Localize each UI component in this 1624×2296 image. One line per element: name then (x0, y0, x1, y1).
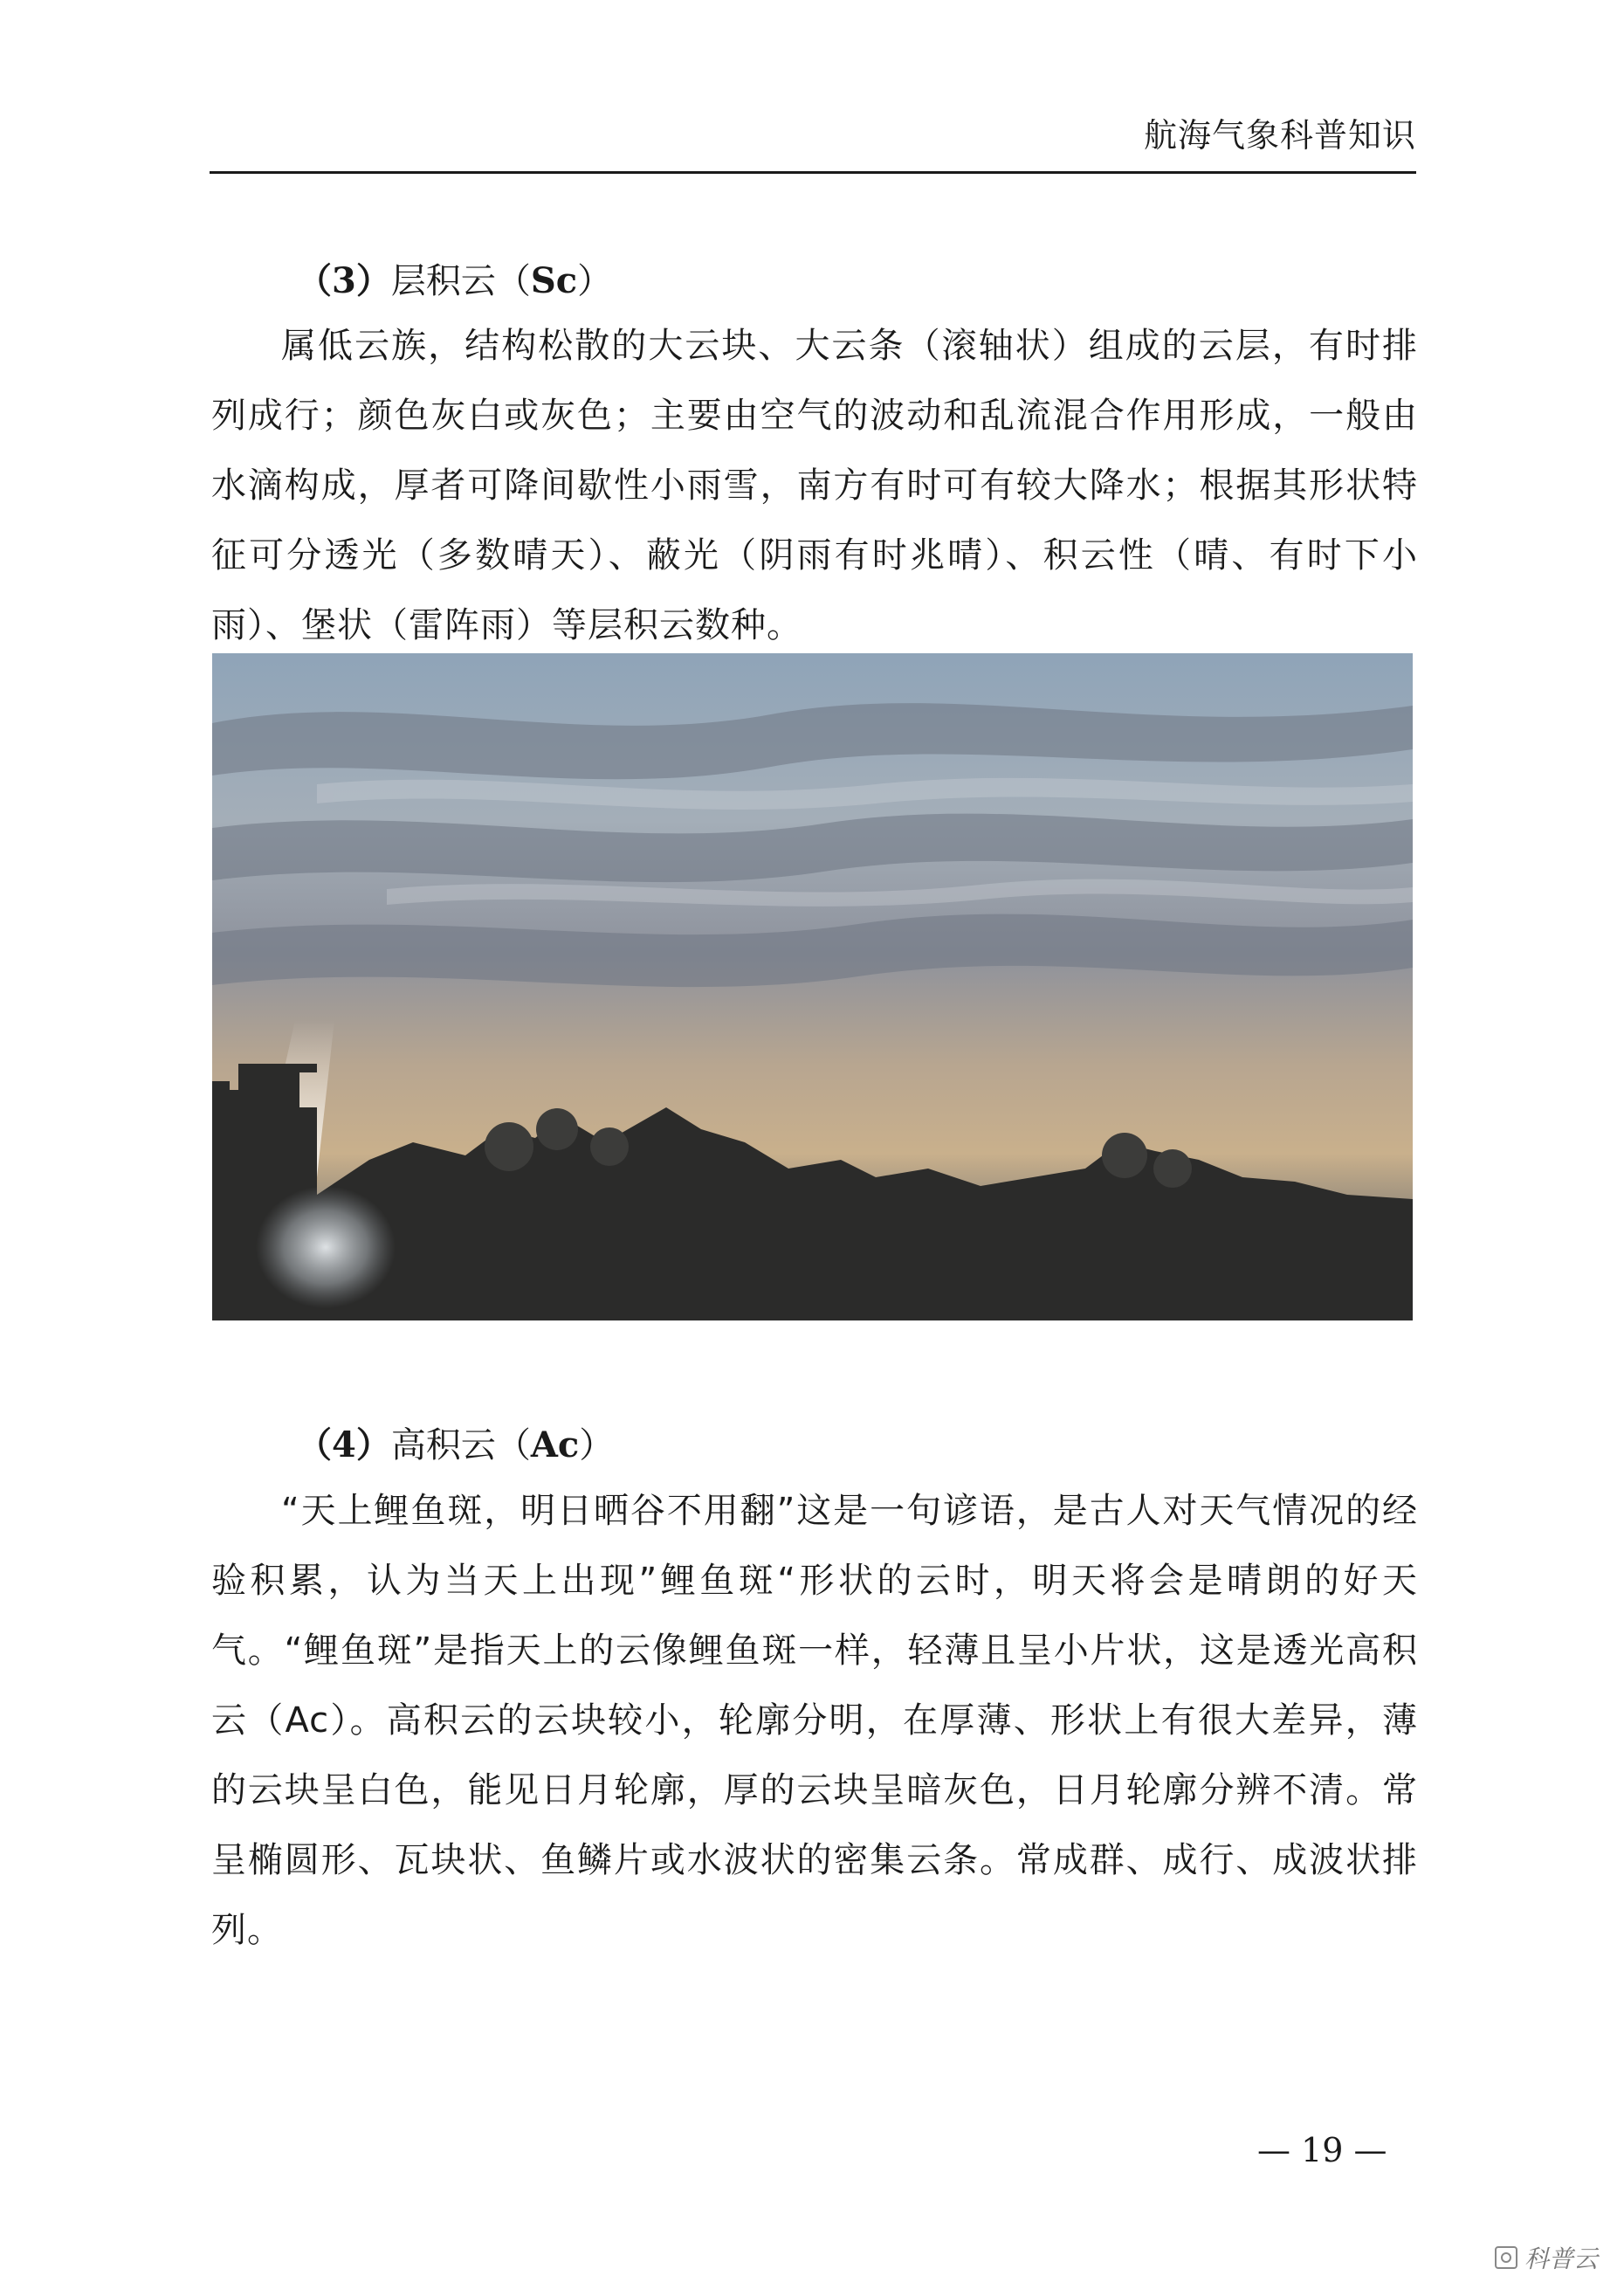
watermark-logo-icon (1495, 2246, 1517, 2269)
page-header (210, 96, 1416, 174)
section-title: 高积云（ (390, 1425, 531, 1465)
page-number: — 19 — (1257, 2131, 1387, 2169)
section-number: （4） (297, 1424, 391, 1465)
section-number: （3） (297, 260, 391, 301)
section-title-close: ） (579, 1425, 615, 1465)
running-title: 航海气象科普知识 (1143, 116, 1416, 155)
paragraph-stratocumulus: 属低云族，结构松散的大云块、大云条（滚轴状）组成的云层，有时排列成行；颜色灰白或灰色；主要由空气的波动和乱流混合作用形成，一般由水滴构成，厚者可降间歇性小雨雪，南方有时可有较大降水；根据其形状特征可分透光（多数晴天）、蔽光（阴雨有时兆晴）、积云性（晴、有时下小雨）、堡状（雷阵雨）等层积云数种。 (211, 326, 1418, 645)
watermark (1495, 2240, 1598, 2275)
section-title-close: ） (577, 261, 613, 301)
section-title: 层积云（ (390, 261, 531, 301)
cloud-code: Sc (530, 260, 578, 301)
sky-photo-illustration (212, 653, 1413, 1320)
cloud-code: Ac (530, 1424, 580, 1465)
stratocumulus-photo (212, 653, 1413, 1320)
paragraph-altocumulus: “天上鲤鱼斑，明日晒谷不用翻”这是一句谚语，是古人对天气情况的经验积累，认为当天上出现”鲤鱼斑“形状的云时，明天将会是晴朗的好天气。“鲤鱼斑”是指天上的云像鲤鱼斑一样，轻薄且呈小片状，这是透光高积云（Ac）。高积云的云块较小，轮廓分明，在厚薄、形状上有很大差异，薄的云块呈白色，能见日月轮廓，厚的云块呈暗灰色，日月轮廓分辨不清。常呈椭圆形、瓦块状、鱼鳞片或水波状的密集云条。常成群、成行、成波状排列。 (211, 1491, 1418, 1950)
section-heading-stratocumulus (297, 255, 612, 307)
section-heading-altocumulus (297, 1419, 614, 1472)
watermark-text: 科普云 (1524, 2244, 1598, 2273)
